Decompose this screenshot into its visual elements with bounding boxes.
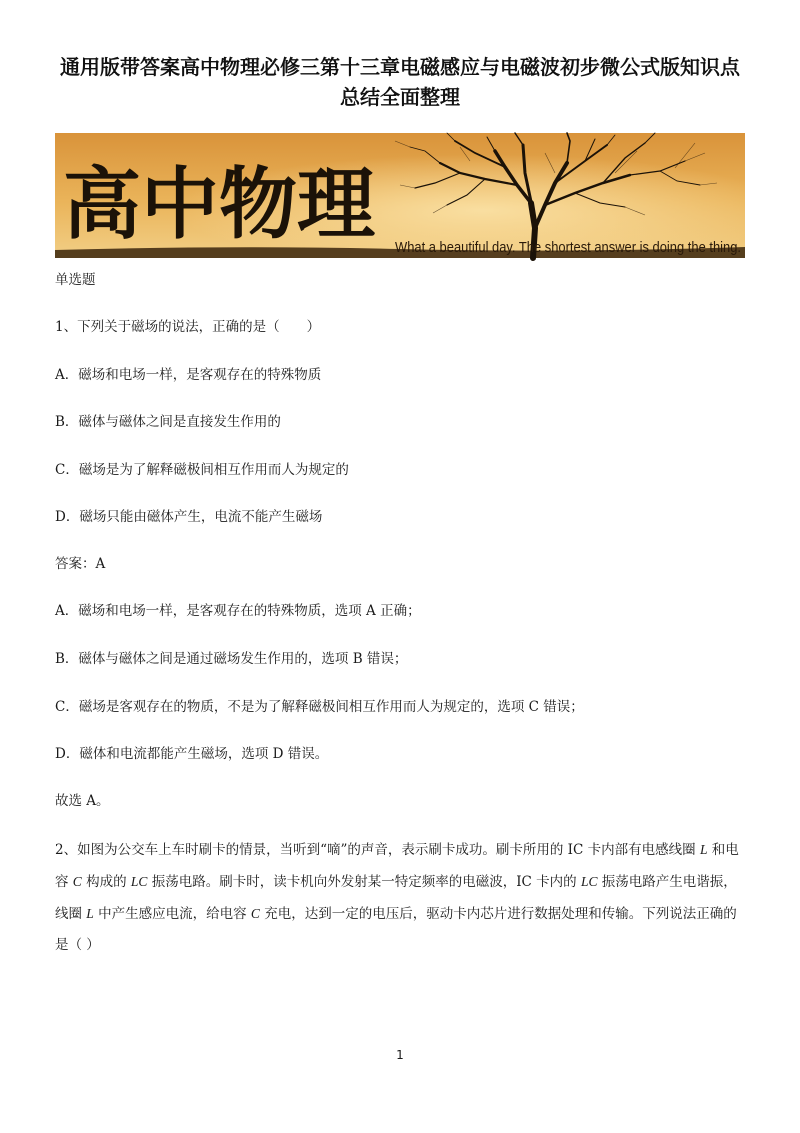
question-1-explanation-a: A．磁场和电场一样，是客观存在的特殊物质，选项 A 正确； [55,603,421,619]
question-2-text-4: 振荡电路。刷卡时，读卡机向外发射某一特定频率的电磁波，IC 卡内的 [151,874,577,890]
section-label: 单选题 [55,272,96,288]
question-1-option-a: A．磁场和电场一样，是客观存在的特殊物质 [55,367,322,383]
title-line-1: 通用版带答案高中物理必修三第十三章电磁感应与电磁波初步微公式版知识点 [60,55,740,79]
title-line-2: 总结全面整理 [340,85,460,109]
symbol-capacitor-c: C [72,874,82,889]
symbol-inductor-l-2: L [86,906,94,921]
page-number: 1 [396,1048,404,1062]
banner-calligraphy: 高中物理 [63,159,376,250]
question-1-conclusion: 故选 A。 [55,793,110,809]
banner-image [55,133,745,258]
banner-artwork [55,133,745,258]
question-2-text-3: 构成的 [86,874,127,890]
symbol-lc: LC [130,874,148,889]
question-1-explanation-c: C．磁场是客观存在的物质，不是为了解释磁极间相互作用而人为规定的，选项 C 错误； [55,699,584,715]
document-title [40,52,760,112]
question-1-explanation-d: D．磁体和电流都能产生磁场，选项 D 错误。 [55,746,329,762]
symbol-lc-2: LC [580,874,598,889]
question-1-stem: 1、下列关于磁场的说法，正确的是（ ） [55,319,321,335]
question-2-text-7: 充电，达到一定的电压后，驱动卡内芯片进行数据处理和传输。下列说法正确的是（ ） [55,906,737,953]
question-2-text-5: 振荡电路产生电谐振，线圈 [55,874,737,922]
question-1-option-b: B．磁体与磁体之间是直接发生作用的 [55,414,281,430]
question-2-text-2: 和电容 [55,842,739,890]
question-2-text-6: 中产生感应电流，给电容 [98,906,247,922]
symbol-inductor-l: L [699,842,708,857]
question-1-explanation-b: B．磁体与磁体之间是通过磁场发生作用的，选项 B 错误； [55,651,408,667]
question-1-option-d: D．磁场只能由磁体产生，电流不能产生磁场 [55,509,323,525]
question-2-stem [55,834,743,961]
question-1-answer: 答案：A [55,556,106,572]
question-1-option-c: C．磁场是为了解释磁极间相互作用而人为规定的 [55,462,349,478]
question-2-text-1: 如图为公交车上车时刷卡的情景，当听到“嘀”的声音，表示刷卡成功。刷卡所用的 IC 卡内部有电感线圈 [77,842,696,858]
banner-tagline: What a beautiful day. The shortest answer is doing the thing. [395,239,741,256]
symbol-capacitor-c-2: C [250,906,260,921]
question-2-number: 2、 [55,842,78,858]
